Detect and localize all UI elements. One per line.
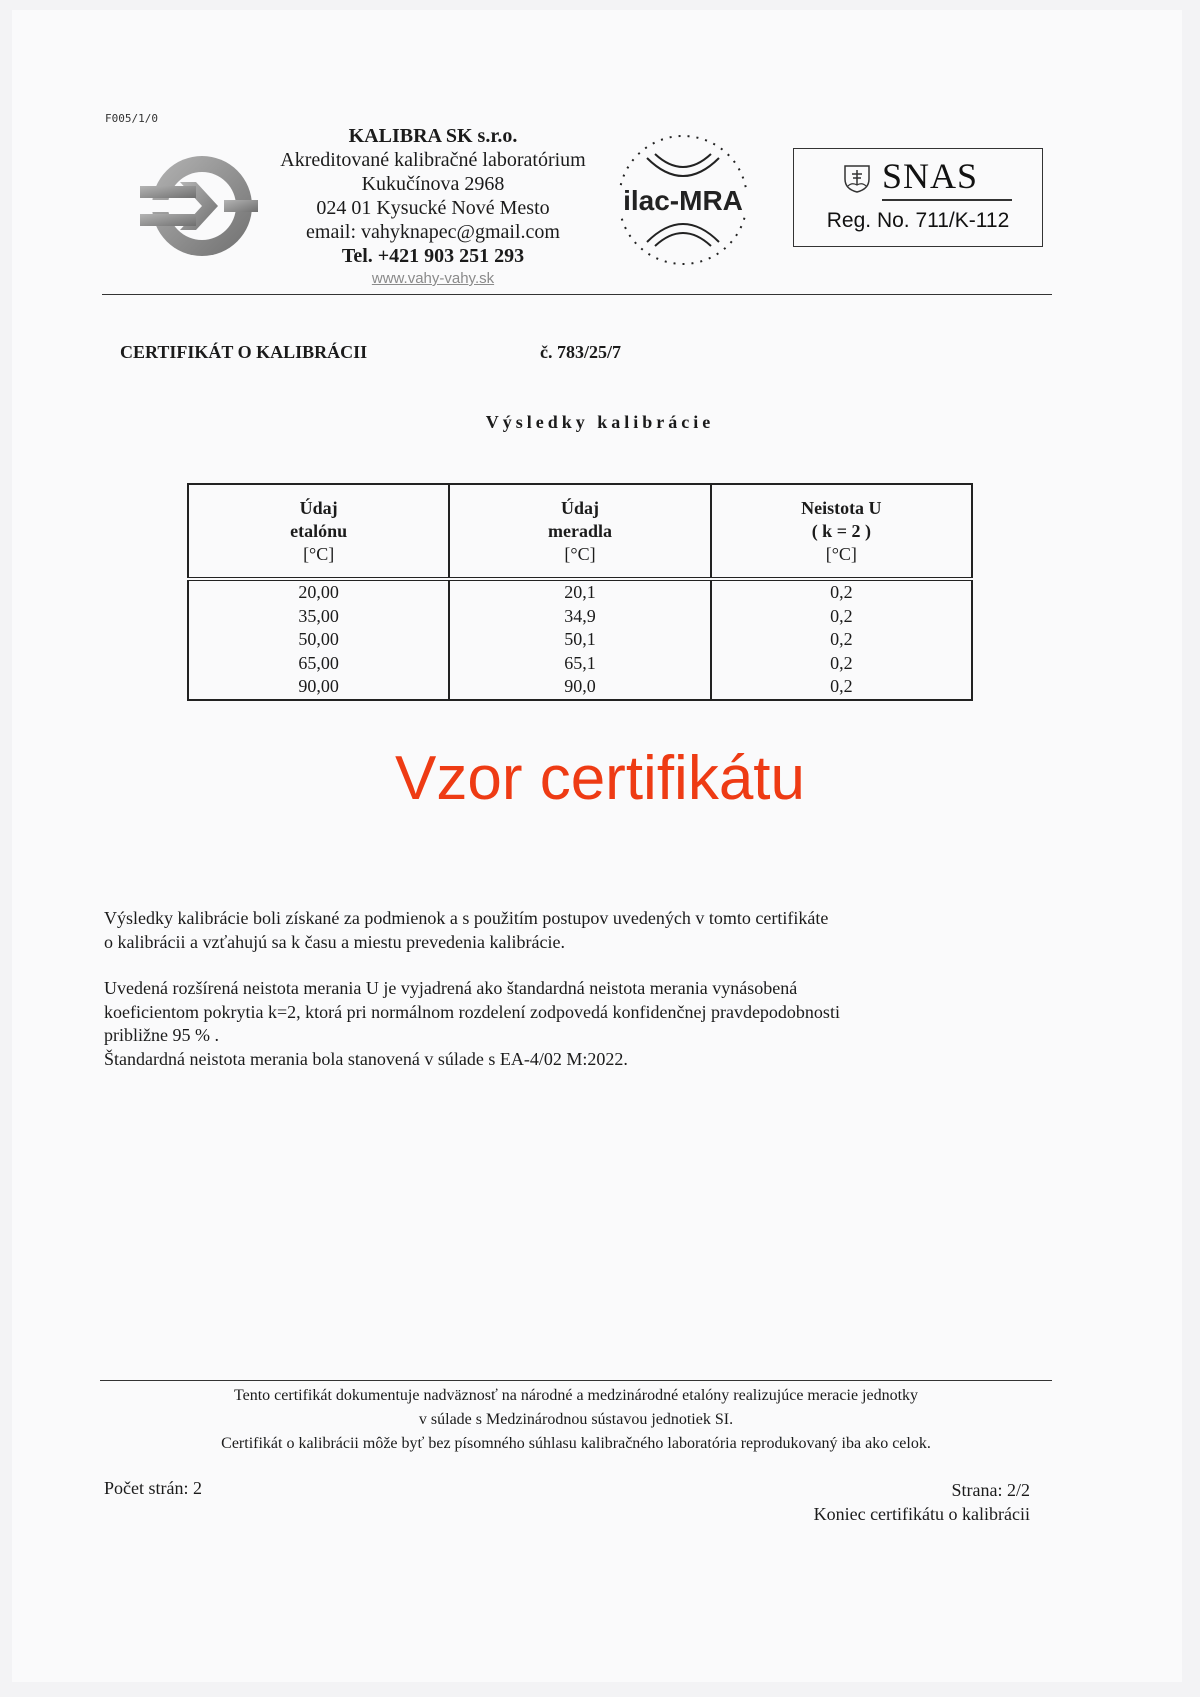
table-cell: 65,00	[188, 652, 449, 676]
footer-line: v súlade s Medzinárodnou sústavou jednotiek SI.	[418, 1411, 734, 1428]
header-divider	[102, 294, 1052, 295]
paragraph-line: Výsledky kalibrácie boli získané za podmienok a s použitím postupov uvedených v tomto certifikáte	[104, 908, 829, 928]
company-email: email: vahyknapec@gmail.com	[306, 221, 560, 243]
table-cell: 50,1	[449, 628, 710, 652]
column-header-line: Údaj	[560, 497, 599, 518]
table-cell: 20,00	[188, 579, 449, 605]
end-of-certificate-note: Koniec certifikátu o kalibrácii	[813, 1504, 1030, 1524]
column-header-unit: [°C]	[564, 543, 596, 564]
certificate-title: CERTIFIKÁT O KALIBRÁCII	[120, 342, 368, 362]
calibration-results-table	[187, 483, 973, 701]
company-phone: Tel. +421 903 251 293	[341, 245, 525, 267]
table-header-row	[188, 484, 972, 579]
snas-underline	[882, 199, 1012, 201]
table-row	[188, 652, 972, 676]
column-header-line: Neistota U	[801, 497, 882, 518]
table-cell: 0,2	[711, 579, 972, 605]
company-accreditation: Akreditované kalibračné laboratórium	[280, 149, 586, 171]
slovak-coat-of-arms-icon	[842, 163, 872, 193]
footer-line: Certifikát o kalibrácii môže byť bez písomného súhlasu kalibračného laboratória reprodukovaný iba ako celok.	[221, 1435, 931, 1452]
company-name: KALIBRA SK s.r.o.	[348, 125, 518, 147]
paragraph-line: približne 95 % .	[104, 1025, 219, 1045]
company-street: Kukučínova 2968	[361, 173, 505, 195]
table-cell: 35,00	[188, 605, 449, 629]
table-row	[188, 628, 972, 652]
table-cell: 90,0	[449, 675, 710, 700]
table-row	[188, 675, 972, 700]
footer-divider	[100, 1380, 1052, 1381]
column-header-standard	[188, 484, 449, 579]
company-city: 024 01 Kysucké Nové Mesto	[316, 197, 550, 219]
table-cell: 50,00	[188, 628, 449, 652]
column-header-unit: [°C]	[825, 543, 857, 564]
table-cell: 0,2	[711, 628, 972, 652]
page-number: Strana: 2/2	[951, 1480, 1030, 1500]
certificate-number: č. 783/25/7	[540, 342, 621, 362]
table-cell: 65,1	[449, 652, 710, 676]
ilac-mra-logo-icon	[607, 124, 759, 276]
table-cell: 0,2	[711, 675, 972, 700]
table-cell: 34,9	[449, 605, 710, 629]
paragraph-line: koeficientom pokrytia k=2, ktorá pri normálnom rozdelení zodpovedá konfidenčnej pravdepodobnosti	[104, 1001, 840, 1022]
column-header-line: meradla	[548, 520, 612, 541]
company-address-block	[268, 124, 598, 290]
column-header-unit: [°C]	[303, 543, 335, 564]
page-count: Počet strán: 2	[104, 1478, 202, 1498]
traceability-note	[100, 1384, 1052, 1456]
paragraph-line: o kalibrácii a vzťahujú sa k času a miestu prevedenia kalibrácie.	[104, 931, 565, 952]
table-cell: 0,2	[711, 605, 972, 629]
table-cell: 90,00	[188, 675, 449, 700]
column-header-instrument	[449, 484, 710, 579]
column-header-line: etalónu	[290, 520, 348, 541]
column-header-uncertainty	[711, 484, 972, 579]
results-title: Výsledky kalibrácie	[485, 412, 715, 432]
footer-line: Tento certifikát dokumentuje nadväznosť na národné a medzinárodné etalóny realizujúce meracie jednotky	[233, 1387, 919, 1404]
column-header-line: ( k = 2 )	[811, 520, 871, 541]
results-validity-paragraph	[104, 907, 964, 954]
paragraph-line: Štandardná neistota merania bola stanovená v súlade s EA-4/02 M:2022.	[104, 1048, 628, 1069]
uncertainty-paragraph	[104, 977, 964, 1071]
column-header-line: Údaj	[299, 497, 338, 518]
table-row	[188, 605, 972, 629]
company-website: www.vahy-vahy.sk	[371, 270, 495, 287]
snas-logo-text: SNAS	[882, 156, 979, 196]
snas-accreditation-box	[793, 148, 1043, 247]
table-cell: 0,2	[711, 652, 972, 676]
kalibra-k-logo-icon	[140, 152, 258, 260]
table-cell: 20,1	[449, 579, 710, 605]
table-row	[188, 579, 972, 605]
form-code: F005/1/0	[105, 112, 158, 125]
sample-watermark: Vzor certifikátu	[394, 744, 806, 813]
snas-registration: Reg. No. 711/K-112	[826, 209, 1010, 232]
ilac-mra-text: ilac-MRA	[623, 185, 743, 216]
paragraph-line: Uvedená rozšírená neistota merania U je vyjadrená ako štandardná neistota merania vynásobená	[104, 978, 798, 998]
page-number-block	[700, 1478, 1030, 1526]
